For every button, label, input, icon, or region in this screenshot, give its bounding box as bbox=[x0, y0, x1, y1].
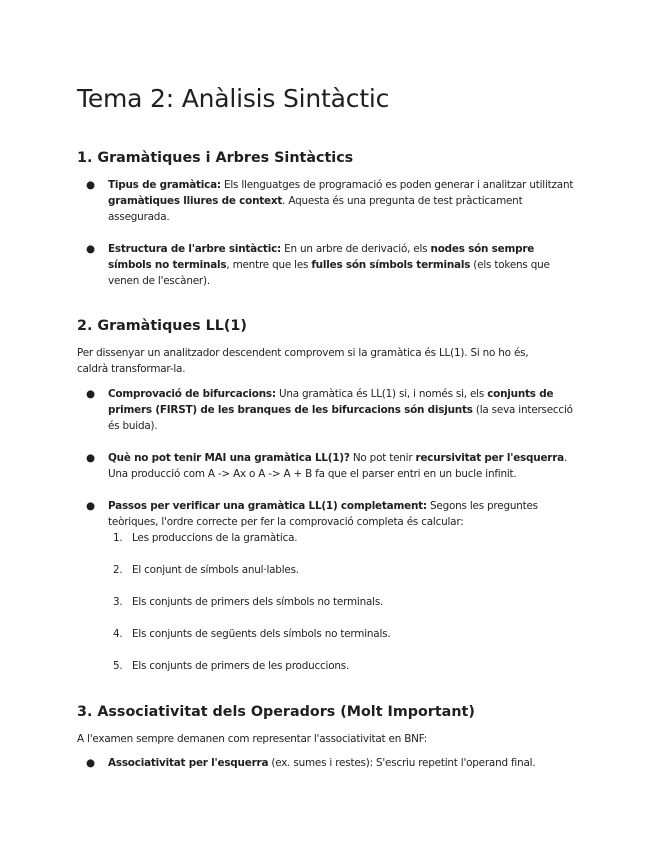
list-item bbox=[77, 177, 577, 225]
list-item bbox=[77, 498, 577, 530]
list-item-text: Associativitat per l'esquerra (ex. sumes i restes): S'escriu repetint l'operand final. bbox=[108, 757, 536, 769]
numbered-step: 1. Les produccions de la gramàtica. bbox=[113, 532, 298, 544]
numbered-step: 2. El conjunt de símbols anul·lables. bbox=[113, 564, 299, 576]
section-1-heading: 1. Gramàtiques i Arbres Sintàctics bbox=[77, 150, 354, 166]
list-item-text: Passos per verificar una gramàtica LL(1) completament: Segons les preguntes teòriques, l'ordre correcte per fer la comprovació completa és calcular: bbox=[108, 500, 538, 528]
list-item bbox=[77, 450, 577, 482]
bullet-icon: ● bbox=[86, 452, 96, 464]
page-title: Tema 2: Anàlisis Sintàctic bbox=[77, 84, 390, 113]
bullet-icon: ● bbox=[86, 388, 96, 400]
list-item bbox=[77, 241, 577, 289]
list-item bbox=[77, 386, 577, 434]
numbered-step: 3. Els conjunts de primers dels símbols no terminals. bbox=[113, 596, 384, 608]
list-item-text: Estructura de l'arbre sintàctic: En un arbre de derivació, els nodes són sempre símbols no terminals, mentre que les fulles són símbols terminals (els tokens que venen de l'escàner). bbox=[108, 243, 550, 287]
list-item bbox=[77, 755, 577, 771]
bullet-icon: ● bbox=[86, 500, 96, 512]
section-2-intro: Per dissenyar un analitzador descendent comprovem si la gramàtica és LL(1). Si no ho és, caldrà transformar-la. bbox=[77, 347, 529, 375]
list-item-text: Comprovació de bifurcacions: Una gramàtica és LL(1) si, i només si, els conjunts de primers (FIRST) de les branques de les bifurcacions són disjunts (la seva intersecció és buida). bbox=[108, 388, 573, 432]
numbered-step: 4. Els conjunts de següents dels símbols no terminals. bbox=[113, 628, 391, 640]
numbered-step: 5. Els conjunts de primers de les produccions. bbox=[113, 660, 350, 672]
list-item-text: Què no pot tenir MAI una gramàtica LL(1)? No pot tenir recursivitat per l'esquerra. Una producció com A -> Ax o A -> A + B fa que el parser entri en un bucle infinit. bbox=[108, 452, 568, 480]
bullet-icon: ● bbox=[86, 757, 96, 769]
section-3-intro: A l'examen sempre demanen com representar l'associativitat en BNF: bbox=[77, 733, 427, 745]
list-item-text: Tipus de gramàtica: Els llenguatges de programació es poden generar i analitzar utilitzant gramàtiques lliures de context. Aquesta és una pregunta de test pràcticament assegurada. bbox=[108, 179, 574, 223]
bullet-icon: ● bbox=[86, 243, 96, 255]
bullet-icon: ● bbox=[86, 179, 96, 191]
section-3-heading: 3. Associativitat dels Operadors (Molt Important) bbox=[77, 704, 475, 720]
section-2-heading: 2. Gramàtiques LL(1) bbox=[77, 318, 247, 334]
